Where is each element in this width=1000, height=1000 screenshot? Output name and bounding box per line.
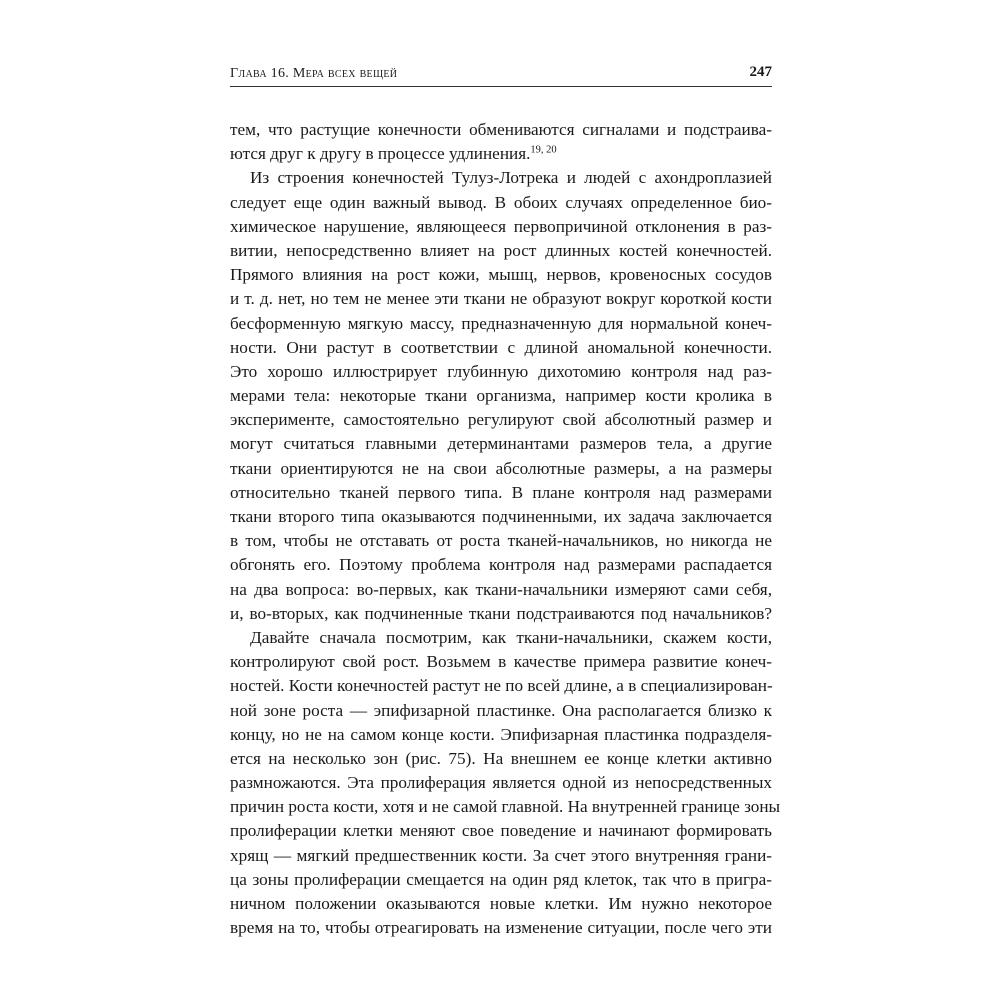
text-line: контролируют свой рост. Возьмем в качестве примера развитие конеч-	[230, 652, 772, 672]
page-number: 247	[749, 64, 772, 80]
text-line: Это хорошо иллюстрирует глубинную дихотомию контроля над раз-	[230, 361, 772, 381]
text-line: обгонять его. Поэтому проблема контроля над размерами распадается	[230, 555, 772, 575]
body-text	[230, 118, 781, 940]
text-line: причин роста кости, хотя и не самой главной. На внутренней границе зоны	[230, 797, 781, 817]
text-line: Давайте сначала посмотрим, как ткани-начальники, скажем кости,	[250, 627, 772, 647]
paragraph-1	[230, 118, 772, 166]
text-line: пролиферации клетки меняют свое поведение и начинают формировать	[230, 821, 772, 841]
text-line: бесформенную мягкую массу, предназначенную для нормальной конеч-	[230, 313, 772, 333]
text-line: на два вопроса: во-первых, как ткани-начальники измеряют сами себя,	[230, 579, 772, 599]
footnote-reference: 19, 20	[530, 144, 557, 156]
running-head	[230, 64, 772, 87]
text-line: мерами тела: некоторые ткани организма, например кости кролика в	[230, 386, 772, 406]
text-line: Из строения конечностей Тулуз-Лотрека и людей с ахондроплазией	[250, 168, 772, 188]
text-line: концу, но не на самом конце кости. Эпифизарная пластинка подразделя-	[230, 724, 772, 744]
text-line: в том, чтобы не отставать от роста тканей-начальников, но никогда не	[230, 531, 772, 551]
text-line: ется на несколько зон (рис. 75). На внешнем ее конце клетки активно	[230, 748, 772, 768]
chapter-title: Глава 16. Мера всех вещей	[230, 66, 398, 81]
text-line: и, во-вторых, как подчиненные ткани подстраиваются под начальников?	[230, 603, 772, 623]
text-line: ца зоны пролиферации смещается на один ряд клеток, так что в пригра-	[230, 869, 772, 889]
paragraph-2	[230, 166, 772, 626]
text-line: ткани второго типа оказываются подчиненными, их задача заключается	[230, 507, 772, 526]
text-line: размножаются. Эта пролиферация является одной из непосредственных	[230, 773, 772, 793]
text-line: витии, непосредственно влияет на рост длинных костей конечностей.	[230, 240, 772, 260]
text-line-content: ются друг к другу в процессе удлинения.	[230, 144, 531, 164]
text-line: хрящ — мягкий предшественник кости. За счет этого внутренняя грани-	[230, 845, 772, 865]
text-line: и т. д. нет, но тем не менее эти ткани не образуют вокруг короткой кости	[230, 289, 772, 309]
text-line: Прямого влияния на рост кожи, мышц, нервов, кровеносных сосудов	[230, 265, 772, 285]
text-line: ной зоне роста — эпифизарной пластинке. Она располагается близко к	[230, 700, 772, 720]
text-line: могут считаться главными детерминантами размеров тела, а другие	[230, 434, 772, 454]
text-line: тем, что растущие конечности обмениваются сигналами и подстраива-	[230, 120, 772, 139]
text-line: ничном положении оказываются новые клетки. Им нужно некоторое	[230, 894, 772, 913]
text-line: следует еще один важный вывод. В обоих случаях определенное био-	[230, 192, 772, 212]
text-line: ткани ориентируются не на свои абсолютные размеры, а на размеры	[230, 458, 772, 478]
text-line: химическое нарушение, являющееся первопричиной отклонения в раз-	[230, 216, 772, 236]
paragraph-3	[230, 626, 781, 940]
text-line: время на то, чтобы отреагировать на изменение ситуации, после чего эти	[230, 918, 772, 938]
text-line: эксперименте, самостоятельно регулируют свой абсолютный размер и	[230, 410, 772, 430]
text-line: ностей. Кости конечностей растут не по всей длине, а в специализирован-	[230, 676, 773, 696]
text-line: относительно тканей первого типа. В плане контроля над размерами	[230, 482, 772, 502]
text-line: ности. Они растут в соответствии с длиной аномальной конечности.	[230, 337, 772, 357]
text-line-last	[230, 142, 772, 166]
